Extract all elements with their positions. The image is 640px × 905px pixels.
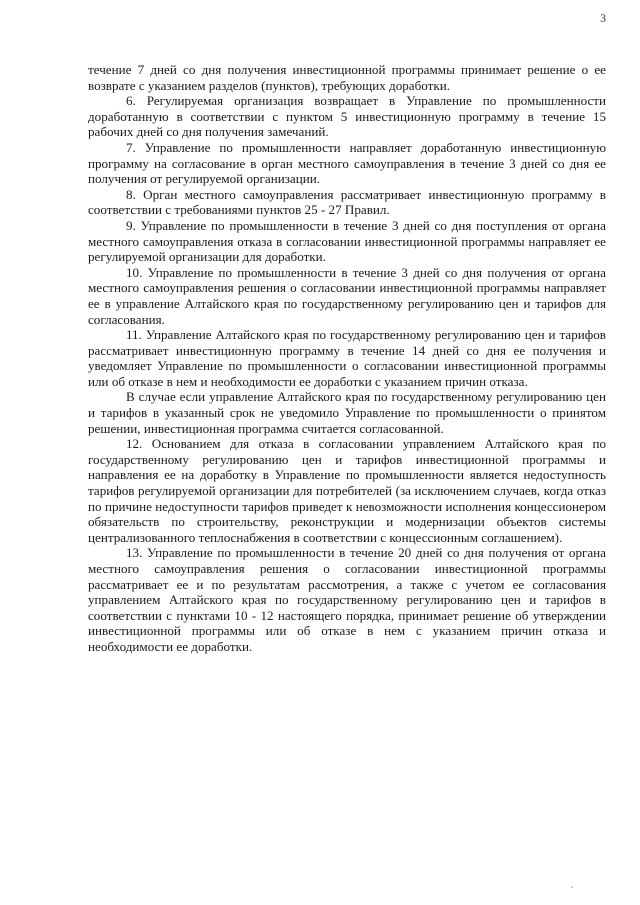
paragraph-item-10: 10. Управление по промышленности в течение 3 дней со дня получения от органа местного самоуправления решения о согласовании инвестиционной программы направляет ее в управление Алтайского края по государственному регулированию цен и тарифов для согласования. bbox=[88, 264, 606, 327]
paragraph-item-11: 11. Управление Алтайского края по государственному регулированию цен и тарифов рассматривает инвестиционную программу в течение 14 дней со дня ее получения и уведомляет Управление по промышленности о согласовании инвестиционной программы или об отказе в нем и необходимости ее доработки с указанием причин отказа. bbox=[88, 327, 606, 389]
paragraph-item-9: 9. Управление по промышленности в течение 3 дней со дня поступления от органа местного самоуправления отказа в согласовании инвестиционной программы направляет ее регулируемой организации для доработки. bbox=[88, 217, 606, 265]
scan-mark bbox=[571, 886, 573, 888]
document-body bbox=[88, 62, 606, 655]
page-number: 3 bbox=[600, 13, 606, 25]
paragraph-item-6: 6. Регулируемая организация возвращает в Управление по промышленности доработанную в соответствии с пунктом 5 инвестиционную программу в течение 15 рабочих дней со дня получения замечаний. bbox=[88, 93, 606, 140]
paragraph-item-11-note: В случае если управление Алтайского края по государственному регулированию цен и тарифов в указанный срок не уведомило Управление по промышленности о принятом решении, инвестиционная программа считается согласованной. bbox=[88, 389, 606, 436]
paragraph-item-12: 12. Основанием для отказа в согласовании управлением Алтайского края по государственному регулированию цен и тарифов инвестиционной программы и направления ее на доработку в Управление по промышленности является недоступность тарифов регулируемой организации для потребителей (за исключением случаев, когда отказ по причине недоступности тарифов приведет к невозможности исполнения концессионером обязательств по строительству, реконструкции и модернизации объектов системы централизованного теплоснабжения в соответствии с концессионным соглашением). bbox=[88, 436, 606, 545]
paragraph-continuation: течение 7 дней со дня получения инвестиционной программы принимает решение о ее возврате с указанием разделов (пунктов), требующих доработки. bbox=[88, 62, 606, 93]
paragraph-item-7: 7. Управление по промышленности направляет доработанную инвестиционную программу на согласование в орган местного самоуправления в течение 3 дней со дня ее получения от регулируемой организации. bbox=[88, 139, 606, 187]
paragraph-item-13: 13. Управление по промышленности в течение 20 дней со дня получения от органа местного самоуправления решения о согласовании инвестиционной программы рассматривает ее и по результатам рассмотрения, а также с учетом ее согласования управлением Алтайского края по государственному регулированию цен и тарифов в соответствии с пунктами 10 - 12 настоящего порядка, принимает решение об утверждении инвестиционной программы или об отказе в нем с указанием причин отказа и необходимости ее доработки. bbox=[88, 545, 606, 654]
paragraph-item-8: 8. Орган местного самоуправления рассматривает инвестиционную программу в соответствии с требованиями пунктов 25 - 27 Правил. bbox=[88, 186, 606, 218]
